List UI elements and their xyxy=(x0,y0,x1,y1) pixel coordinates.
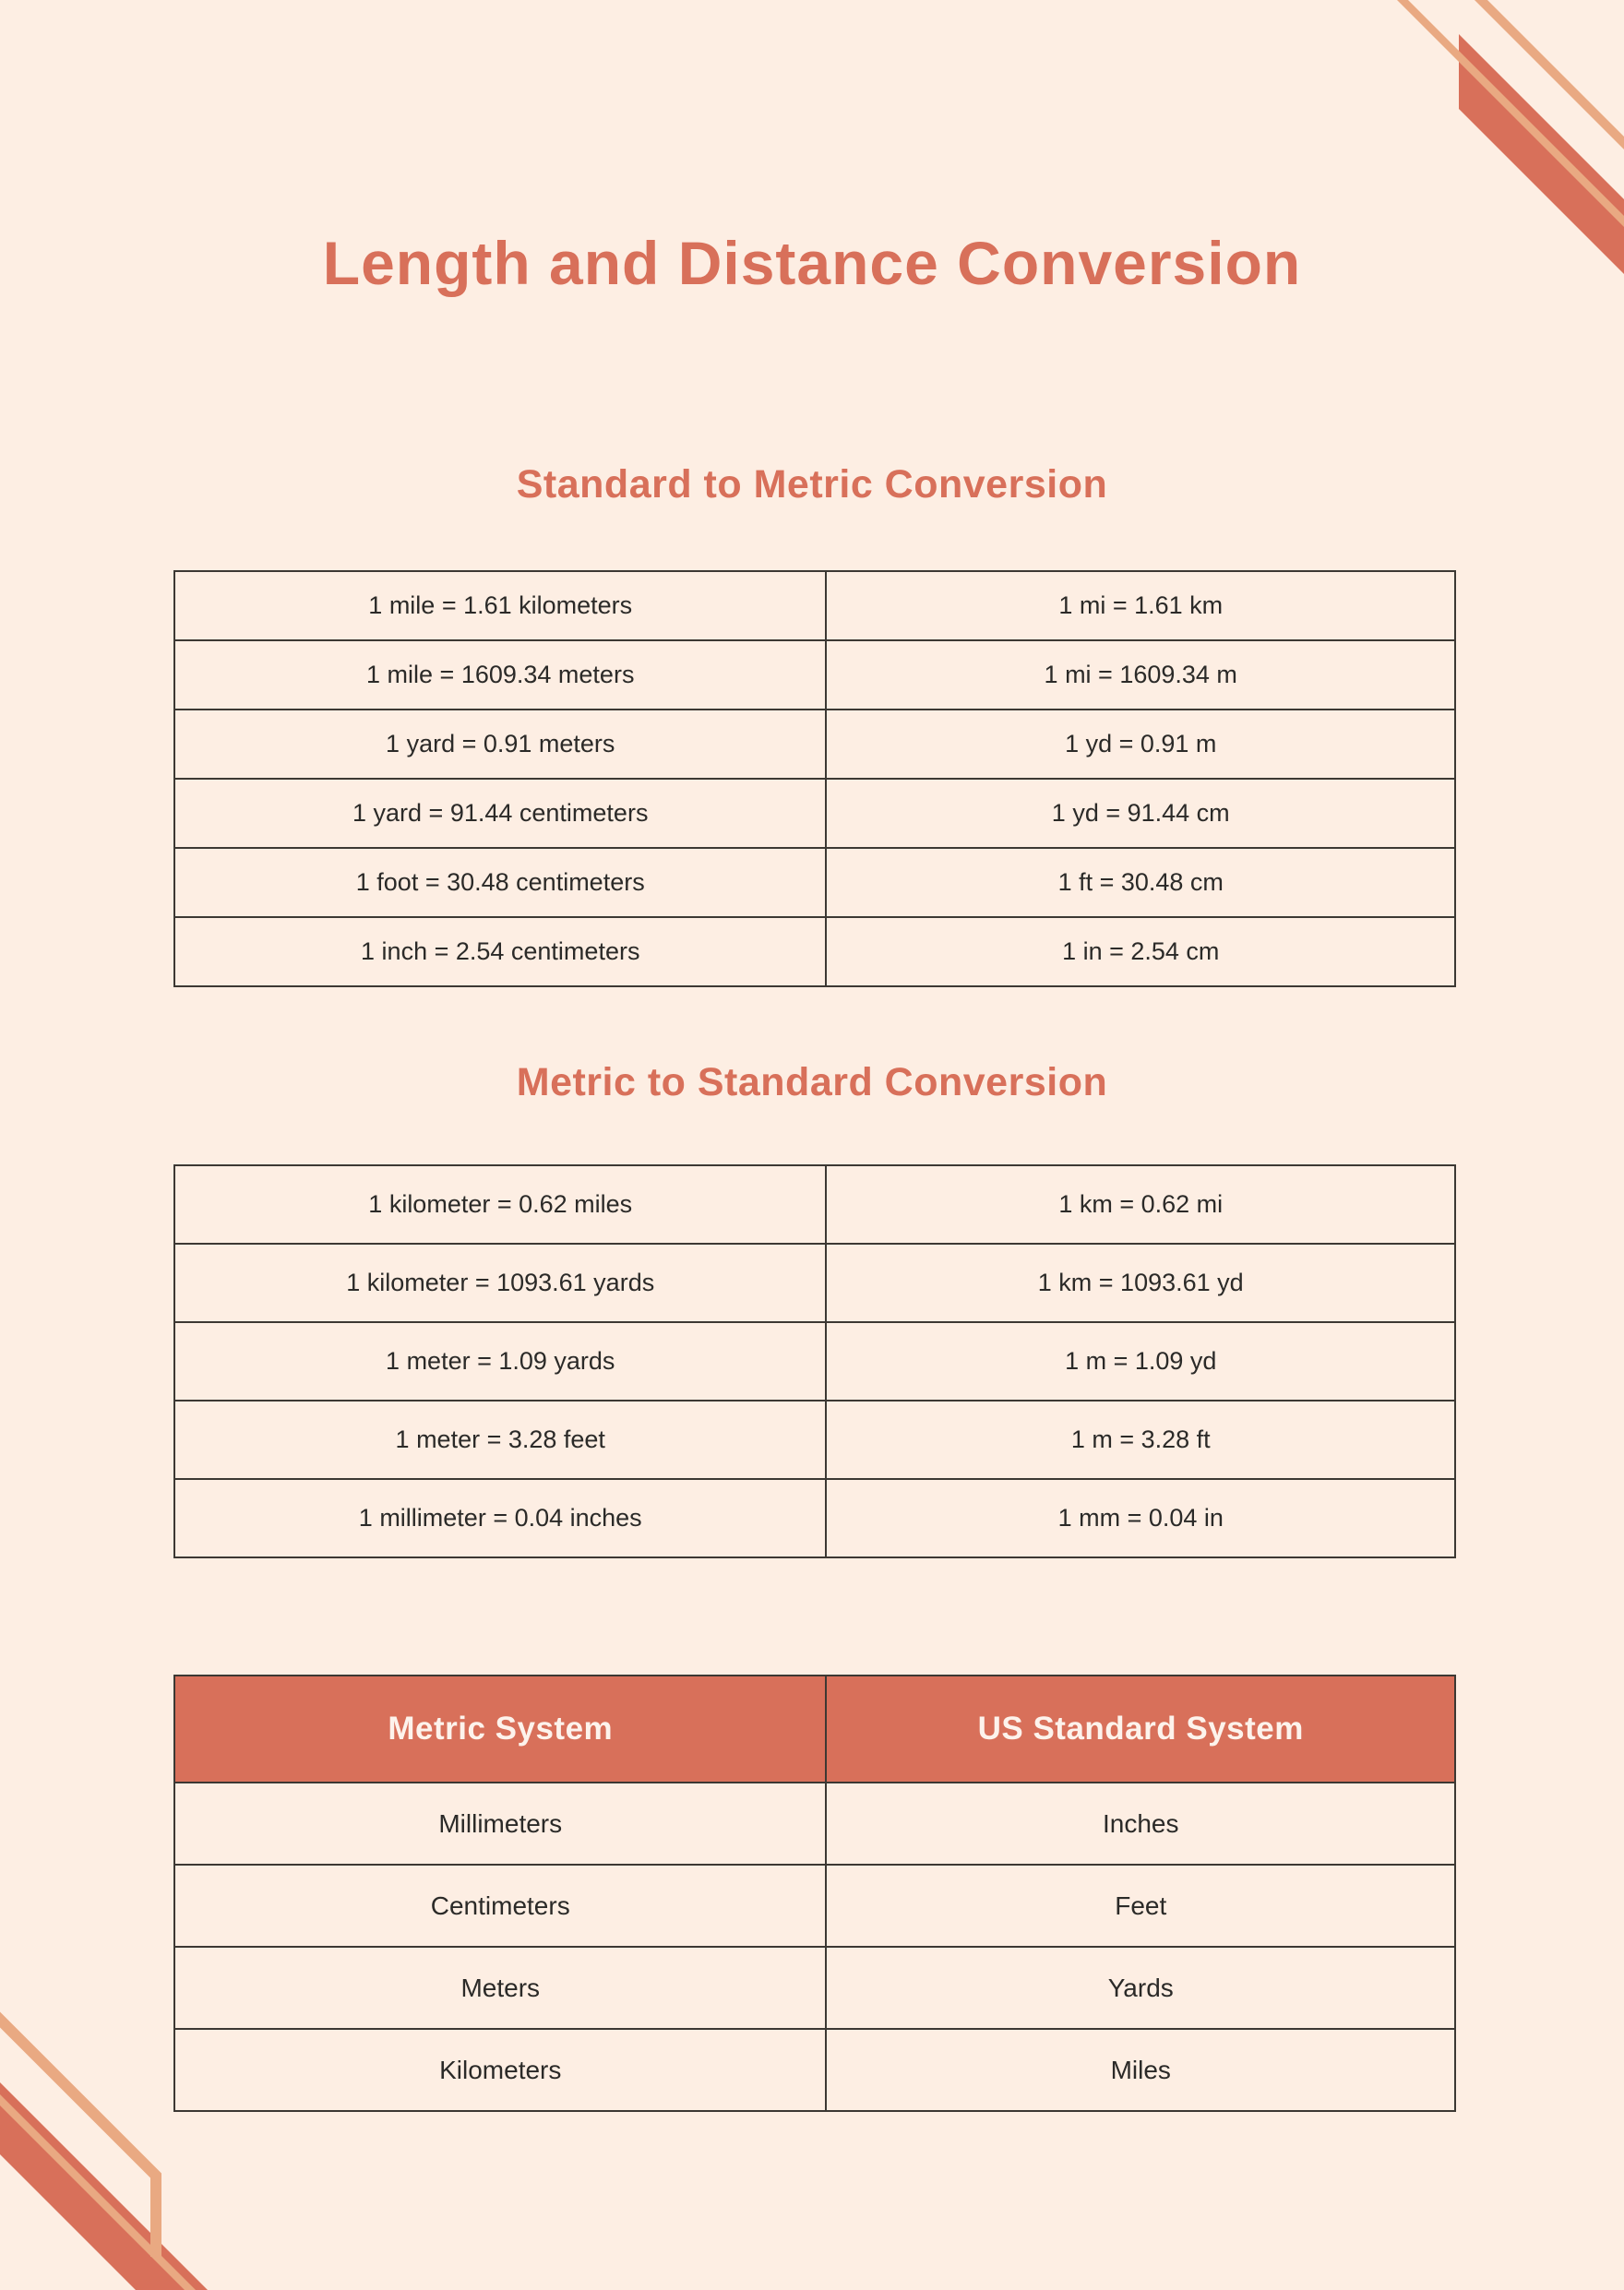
conversion-cell: 1 mi = 1609.34 m xyxy=(826,640,1455,710)
conversion-cell: 1 mi = 1.61 km xyxy=(826,571,1455,640)
table-row xyxy=(174,1479,1455,1557)
table-row xyxy=(174,848,1455,917)
conversion-cell: 1 in = 2.54 cm xyxy=(826,917,1455,986)
conversion-cell: 1 km = 0.62 mi xyxy=(826,1165,1455,1244)
table-row xyxy=(174,710,1455,779)
conversion-cell: 1 km = 1093.61 yd xyxy=(826,1244,1455,1322)
conversion-cell: 1 ft = 30.48 cm xyxy=(826,848,1455,917)
measurement-systems-table xyxy=(173,1675,1456,2112)
conversion-cell: 1 mm = 0.04 in xyxy=(826,1479,1455,1557)
table-row xyxy=(174,2029,1455,2111)
table-row xyxy=(174,640,1455,710)
conversion-cell: 1 mile = 1609.34 meters xyxy=(174,640,826,710)
conversion-cell: 1 yd = 91.44 cm xyxy=(826,779,1455,848)
unit-cell: Centimeters xyxy=(174,1865,826,1947)
section-heading-metric-to-standard: Metric to Standard Conversion xyxy=(516,1060,1108,1104)
metric-system-header: Metric System xyxy=(174,1676,826,1783)
conversion-cell: 1 m = 3.28 ft xyxy=(826,1401,1455,1479)
table-row xyxy=(174,1401,1455,1479)
conversion-cell: 1 yard = 0.91 meters xyxy=(174,710,826,779)
metric-to-standard-table xyxy=(173,1164,1456,1558)
table-row xyxy=(174,571,1455,640)
conversion-cell: 1 kilometer = 0.62 miles xyxy=(174,1165,826,1244)
conversion-cell: 1 foot = 30.48 centimeters xyxy=(174,848,826,917)
table-row xyxy=(174,1783,1455,1865)
conversion-cell: 1 yd = 0.91 m xyxy=(826,710,1455,779)
table-row xyxy=(174,917,1455,986)
standard-to-metric-table xyxy=(173,570,1456,987)
table-row xyxy=(174,1865,1455,1947)
page-title: Length and Distance Conversion xyxy=(322,229,1302,297)
conversion-cell: 1 mile = 1.61 kilometers xyxy=(174,571,826,640)
unit-cell: Yards xyxy=(826,1947,1455,2029)
conversion-cell: 1 yard = 91.44 centimeters xyxy=(174,779,826,848)
table-header-row xyxy=(174,1676,1455,1783)
unit-cell: Meters xyxy=(174,1947,826,2029)
unit-cell: Inches xyxy=(826,1783,1455,1865)
conversion-cell: 1 inch = 2.54 centimeters xyxy=(174,917,826,986)
coral-band-shape xyxy=(0,2082,208,2290)
conversion-cell: 1 m = 1.09 yd xyxy=(826,1322,1455,1401)
us-standard-system-header: US Standard System xyxy=(826,1676,1455,1783)
unit-cell: Feet xyxy=(826,1865,1455,1947)
conversion-cell: 1 meter = 3.28 feet xyxy=(174,1401,826,1479)
table-row xyxy=(174,1244,1455,1322)
section-heading-standard-to-metric: Standard to Metric Conversion xyxy=(516,462,1108,507)
conversion-cell: 1 kilometer = 1093.61 yards xyxy=(174,1244,826,1322)
table-row xyxy=(174,1322,1455,1401)
conversion-cell: 1 meter = 1.09 yards xyxy=(174,1322,826,1401)
unit-cell: Kilometers xyxy=(174,2029,826,2111)
table-row xyxy=(174,1947,1455,2029)
table-row xyxy=(174,1165,1455,1244)
unit-cell: Miles xyxy=(826,2029,1455,2111)
conversion-cell: 1 millimeter = 0.04 inches xyxy=(174,1479,826,1557)
table-row xyxy=(174,779,1455,848)
unit-cell: Millimeters xyxy=(174,1783,826,1865)
